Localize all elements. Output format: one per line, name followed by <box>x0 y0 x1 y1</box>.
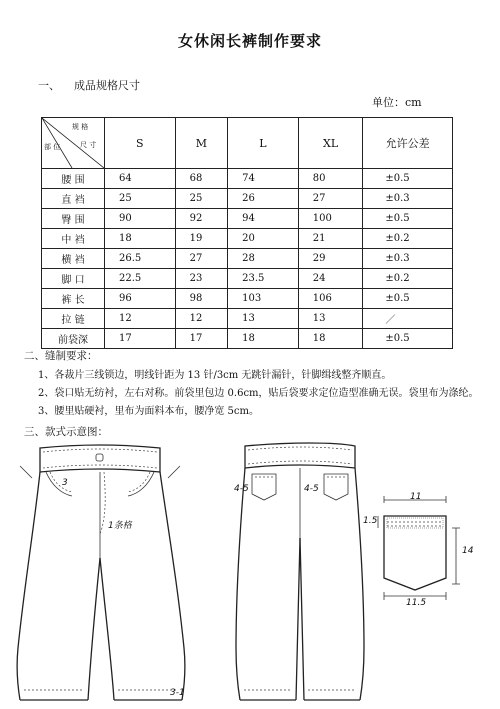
table-cell: ±0.3 <box>363 249 453 269</box>
annotation-front-3: 3 <box>62 478 68 488</box>
table-cell: 74 <box>228 169 299 189</box>
row-label: 腰 围 <box>42 169 105 189</box>
table-cell: ±0.5 <box>363 209 453 229</box>
header-diag-top: 规 格 <box>72 123 89 131</box>
table-cell: 12 <box>105 309 176 329</box>
table-row <box>42 229 453 249</box>
section-2-heading: 二、缝制要求： <box>24 350 98 362</box>
table-cell: 28 <box>228 249 299 269</box>
table-cell: ±0.3 <box>363 189 453 209</box>
section-1-heading <box>38 77 140 93</box>
table-cell: ±0.2 <box>363 269 453 289</box>
table-cell: 64 <box>105 169 176 189</box>
section-1-number: 一、 <box>38 79 60 92</box>
row-label: 直 裆 <box>42 189 105 209</box>
column-header: L <box>228 118 299 169</box>
table-row <box>42 189 453 209</box>
table-cell: 90 <box>105 209 176 229</box>
table-cell: 96 <box>105 289 176 309</box>
spec-table <box>41 117 453 349</box>
table-cell: 103 <box>228 289 299 309</box>
requirement-item: 3、腰里贴硬衬，里布为面料本布，腰净宽 5cm。 <box>38 406 259 417</box>
table-cell: 13 <box>228 309 299 329</box>
row-label: 前袋深 <box>42 329 105 349</box>
row-label: 中 裆 <box>42 229 105 249</box>
style-sketch <box>0 438 500 709</box>
header-diag-bottom: 部 位 <box>44 143 61 151</box>
annotation-pocket-bottom: 11.5 <box>406 598 427 608</box>
annotation-back-left: 4-5 <box>234 484 249 494</box>
table-cell: 25 <box>175 189 228 209</box>
front-pants-sketch <box>17 445 185 700</box>
row-label: 拉 链 <box>42 309 105 329</box>
table-cell: 18 <box>228 329 299 349</box>
header-diag-mid: 尺 寸 <box>80 141 97 149</box>
table-cell: 13 <box>298 309 363 329</box>
annotation-pocket-top: 11 <box>410 492 422 502</box>
annotation-pocket-side-top: 1.5 <box>363 516 378 526</box>
table-cell: 68 <box>175 169 228 189</box>
column-header: XL <box>298 118 363 169</box>
section-1-label: 成品规格尺寸 <box>74 79 140 92</box>
table-row <box>42 249 453 269</box>
table-row <box>42 289 453 309</box>
table-cell: 94 <box>228 209 299 229</box>
annotation-pocket-side: 14 <box>462 546 474 556</box>
page-title: 女休闲长裤制作要求 <box>177 32 322 50</box>
table-row <box>42 169 453 189</box>
table-row <box>42 329 453 349</box>
back-pants-sketch <box>236 443 364 700</box>
table-cell: 27 <box>175 249 228 269</box>
requirement-item: 1、各裁片三线锁边，明线针距为 13 针/3cm 无跳针漏针，针脚缉线整齐顺直。 <box>38 370 392 381</box>
table-cell: 18 <box>105 229 176 249</box>
table-cell: 29 <box>298 249 363 269</box>
annotation-front-fly: 1条格 <box>108 521 132 531</box>
row-label: 横 裆 <box>42 249 105 269</box>
table-cell: 19 <box>175 229 228 249</box>
table-header-row <box>42 118 453 169</box>
table-cell: 22.5 <box>105 269 176 289</box>
pocket-detail-sketch <box>378 496 460 600</box>
table-cell: ±0.5 <box>363 329 453 349</box>
column-header: 允许公差 <box>363 118 453 169</box>
table-cell: ±0.5 <box>363 169 453 189</box>
table-cell: 26.5 <box>105 249 176 269</box>
row-label: 臀 围 <box>42 209 105 229</box>
table-cell: 12 <box>175 309 228 329</box>
column-header: S <box>105 118 176 169</box>
table-cell: 18 <box>298 329 363 349</box>
unit-label: 单位：cm <box>372 96 422 109</box>
table-cell: 25 <box>105 189 176 209</box>
table-cell: 92 <box>175 209 228 229</box>
table-header-diagonal-cell <box>42 118 105 169</box>
table-cell: 17 <box>105 329 176 349</box>
table-cell: ±0.2 <box>363 229 453 249</box>
table-cell: 24 <box>298 269 363 289</box>
table-cell: 26 <box>228 189 299 209</box>
table-cell: 27 <box>298 189 363 209</box>
table-cell: 98 <box>175 289 228 309</box>
column-header: M <box>175 118 228 169</box>
table-cell: 106 <box>298 289 363 309</box>
table-cell: 23 <box>175 269 228 289</box>
table-cell: 17 <box>175 329 228 349</box>
table-cell: 100 <box>298 209 363 229</box>
section-3-heading: 三、款式示意图： <box>24 426 108 438</box>
row-label: 脚 口 <box>42 269 105 289</box>
requirement-item: 2、袋口贴无纺衬，左右对称。前袋里包边 0.6cm，贴后袋要求定位造型准确无误。袋里布为涤纶。 <box>38 388 479 399</box>
table-row <box>42 309 453 329</box>
annotation-front-hem: 3-1 <box>170 688 185 698</box>
table-cell: ／ <box>363 309 453 329</box>
table-cell: 21 <box>298 229 363 249</box>
table-cell: ±0.5 <box>363 289 453 309</box>
row-label: 裤 长 <box>42 289 105 309</box>
table-cell: 20 <box>228 229 299 249</box>
table-cell: 80 <box>298 169 363 189</box>
table-row <box>42 269 453 289</box>
annotation-back-right: 4-5 <box>304 484 319 494</box>
table-cell: 23.5 <box>228 269 299 289</box>
table-row <box>42 209 453 229</box>
